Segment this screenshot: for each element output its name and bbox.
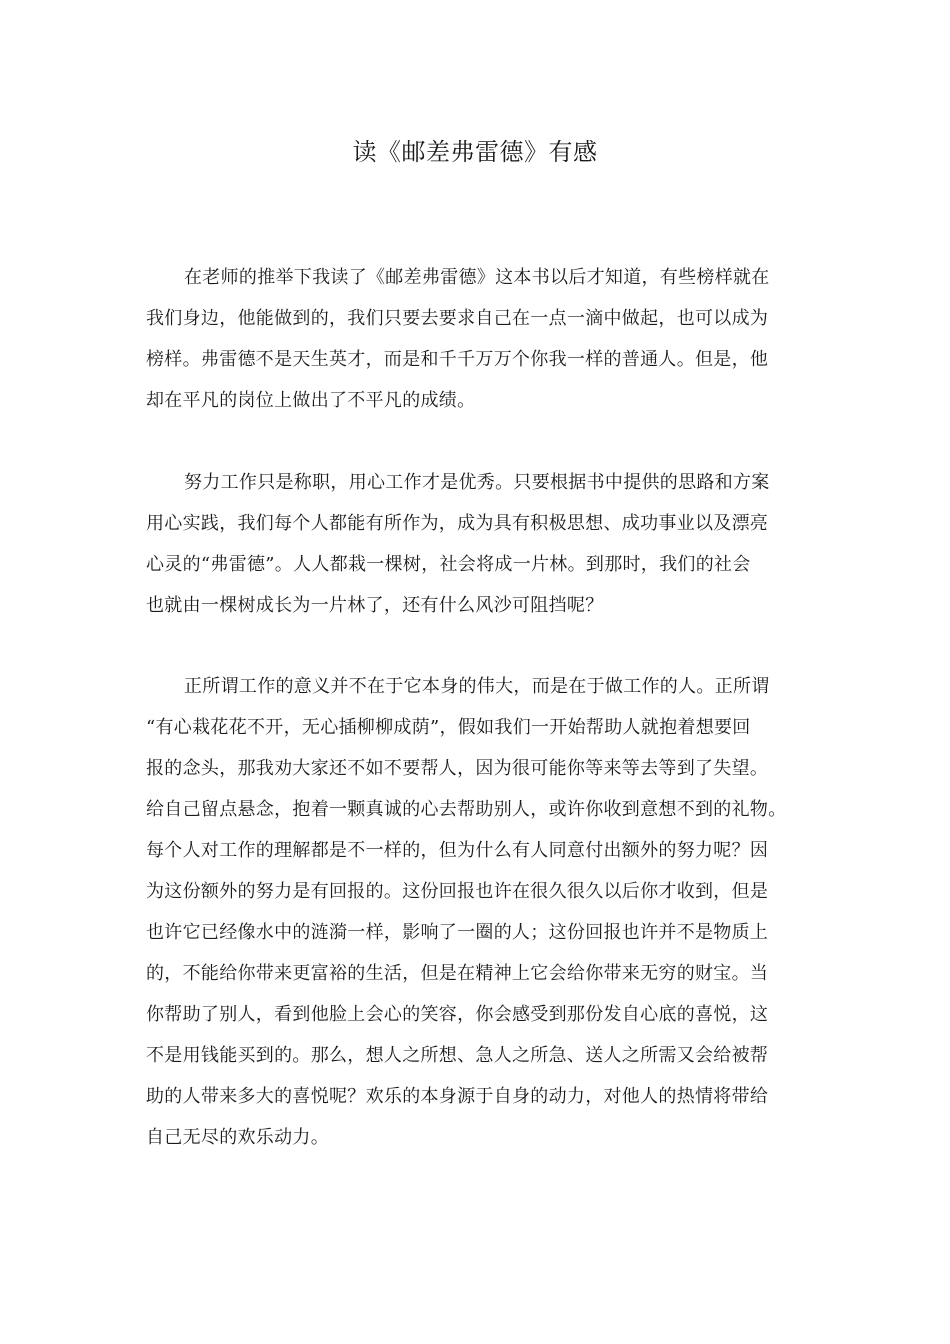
paragraph-line: 也就由一棵树成长为一片林了，还有什么风沙可阻挡呢？ <box>146 595 604 616</box>
paragraph-1 <box>146 257 806 421</box>
paragraph-line: 努力工作只是称职，用心工作才是优秀。只要根据书中提供的思路和方案 <box>184 472 770 493</box>
paragraph-line: 每个人对工作的理解都是不一样的，但为什么有人同意付出额外的努力呢？因 <box>146 840 769 861</box>
paragraph-line: 不是用钱能买到的。那么，想人之所想、急人之所急、送人之所需又会给被帮 <box>146 1045 769 1066</box>
paragraph-line: 却在平凡的岗位上做出了不平凡的成绩。 <box>146 390 476 411</box>
paragraph-line: 在老师的推举下我读了《邮差弗雷德》这本书以后才知道，有些榜样就在 <box>184 267 770 288</box>
paragraph-line: 也许它已经像水中的涟漪一样，影响了一圈的人；这份回报也许并不是物质上 <box>146 922 769 943</box>
paragraph-line: “有心栽花花不开，无心插柳柳成荫”，假如我们一开始帮助人就抱着想要回 <box>146 717 751 738</box>
paragraph-line: 你帮助了别人，看到他脸上会心的笑容，你会感受到那份发自心底的喜悦，这 <box>146 1004 769 1025</box>
paragraph-line: 用心实践，我们每个人都能有所作为，成为具有积极思想、成功事业以及漂亮 <box>146 513 769 534</box>
paragraph-line: 正所谓工作的意义并不在于它本身的伟大，而是在于做工作的人。正所谓 <box>184 676 770 697</box>
paragraph-2 <box>146 462 806 626</box>
paragraph-line: 榜样。弗雷德不是天生英才，而是和千千万万个你我一样的普通人。但是，他 <box>146 349 769 370</box>
paragraph-line: 自己无尽的欢乐动力。 <box>146 1127 329 1148</box>
paragraph-line: 为这份额外的努力是有回报的。这份回报也许在很久很久以后你才收到，但是 <box>146 881 769 902</box>
document-title: 读《邮差弗雷德》有感 <box>352 138 598 166</box>
paragraph-line: 我们身边，他能做到的，我们只要去要求自己在一点一滴中做起，也可以成为 <box>146 308 769 329</box>
paragraph-3 <box>146 666 806 1158</box>
paragraph-line: 的，不能给你带来更富裕的生活，但是在精神上它会给你带来无穷的财宝。当 <box>146 963 769 984</box>
paragraph-line: 心灵的“弗雷德”。人人都栽一棵树，社会将成一片林。到那时，我们的社会 <box>146 554 751 575</box>
paragraph-line: 助的人带来多大的喜悦呢？欢乐的本身源于自身的动力，对他人的热情将带给 <box>146 1086 769 1107</box>
paragraph-line: 报的念头，那我劝大家还不如不要帮人，因为很可能你等来等去等到了失望。 <box>146 758 769 779</box>
paragraph-line: 给自己留点悬念，抱着一颗真诚的心去帮助别人，或许你收到意想不到的礼物。 <box>146 799 787 820</box>
